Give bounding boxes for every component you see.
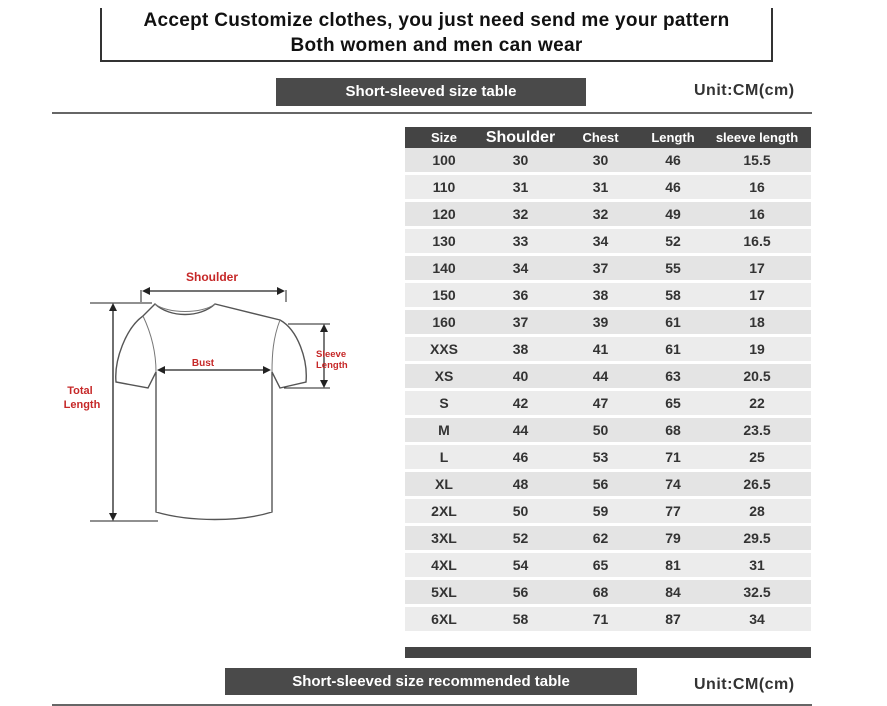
cell-chest: 44 [558, 364, 643, 391]
cell-chest: 47 [558, 391, 643, 418]
header-size: Size [405, 127, 483, 148]
banner-line-2: Both women and men can wear [290, 35, 583, 56]
header-sleeve-length: sleeve length [703, 127, 811, 148]
recommended-table-unit: Unit:CM(cm) [694, 676, 795, 693]
cell-size: 3XL [405, 526, 483, 553]
cell-size: 100 [405, 148, 483, 175]
cell-chest: 56 [558, 472, 643, 499]
header-shoulder: Shoulder [483, 127, 558, 148]
recommended-table-title: Short-sleeved size recommended table [225, 668, 637, 695]
cell-length: 81 [643, 553, 703, 580]
cell-size: 120 [405, 202, 483, 229]
table-row [405, 418, 811, 445]
size-table-unit: Unit:CM(cm) [694, 82, 795, 99]
cell-length: 55 [643, 256, 703, 283]
table-row [405, 607, 811, 634]
cell-size: 2XL [405, 499, 483, 526]
cell-length: 46 [643, 175, 703, 202]
cell-shoulder: 33 [483, 229, 558, 256]
cell-size: 130 [405, 229, 483, 256]
cell-length: 63 [643, 364, 703, 391]
cell-chest: 38 [558, 283, 643, 310]
cell-shoulder: 34 [483, 256, 558, 283]
cell-chest: 34 [558, 229, 643, 256]
table-row [405, 445, 811, 472]
total-length-label-1: Total [67, 385, 93, 397]
cell-shoulder: 40 [483, 364, 558, 391]
cell-size: L [405, 445, 483, 472]
cell-chest: 68 [558, 580, 643, 607]
cell-sleeve-length: 17 [703, 256, 811, 283]
table-row [405, 202, 811, 229]
cell-sleeve-length: 15.5 [703, 148, 811, 175]
cell-size: 6XL [405, 607, 483, 634]
cell-length: 74 [643, 472, 703, 499]
cell-sleeve-length: 31 [703, 553, 811, 580]
cell-chest: 59 [558, 499, 643, 526]
tshirt-measurement-diagram [40, 260, 370, 540]
cell-sleeve-length: 28 [703, 499, 811, 526]
cell-chest: 50 [558, 418, 643, 445]
cell-length: 52 [643, 229, 703, 256]
cell-shoulder: 48 [483, 472, 558, 499]
cell-size: M [405, 418, 483, 445]
cell-size: 140 [405, 256, 483, 283]
cell-sleeve-length: 19 [703, 337, 811, 364]
size-table-title: Short-sleeved size table [276, 78, 586, 106]
cell-chest: 32 [558, 202, 643, 229]
cell-length: 71 [643, 445, 703, 472]
cell-length: 46 [643, 148, 703, 175]
cell-sleeve-length: 32.5 [703, 580, 811, 607]
sleeve-length-label-1: Sleeve [316, 349, 347, 360]
cell-sleeve-length: 25 [703, 445, 811, 472]
cell-size: XS [405, 364, 483, 391]
shoulder-label: Shoulder [185, 270, 239, 284]
cell-chest: 53 [558, 445, 643, 472]
cell-length: 61 [643, 337, 703, 364]
cell-sleeve-length: 26.5 [703, 472, 811, 499]
header-chest: Chest [558, 127, 643, 148]
cell-chest: 62 [558, 526, 643, 553]
cell-chest: 30 [558, 148, 643, 175]
cell-chest: 71 [558, 607, 643, 634]
cell-shoulder: 58 [483, 607, 558, 634]
tshirt-outline [116, 304, 306, 520]
cell-sleeve-length: 23.5 [703, 418, 811, 445]
cell-chest: 31 [558, 175, 643, 202]
table-row [405, 310, 811, 337]
cell-sleeve-length: 29.5 [703, 526, 811, 553]
bust-label: Bust [191, 358, 215, 369]
banner-line-1: Accept Customize clothes, you just need send me your pattern [143, 10, 730, 31]
cell-shoulder: 30 [483, 148, 558, 175]
cell-sleeve-length: 22 [703, 391, 811, 418]
table-row [405, 337, 811, 364]
cell-shoulder: 50 [483, 499, 558, 526]
cell-length: 68 [643, 418, 703, 445]
cell-sleeve-length: 16 [703, 202, 811, 229]
cell-length: 61 [643, 310, 703, 337]
cell-size: 160 [405, 310, 483, 337]
cell-length: 77 [643, 499, 703, 526]
title-banner [100, 8, 773, 62]
table-row [405, 391, 811, 418]
table-row [405, 256, 811, 283]
table-row [405, 553, 811, 580]
divider-top [52, 112, 812, 114]
cell-shoulder: 54 [483, 553, 558, 580]
cell-size: XXS [405, 337, 483, 364]
cell-shoulder: 38 [483, 337, 558, 364]
size-table-header [405, 127, 811, 148]
table-row [405, 580, 811, 607]
cell-sleeve-length: 16 [703, 175, 811, 202]
cell-size: 4XL [405, 553, 483, 580]
cell-shoulder: 37 [483, 310, 558, 337]
table-row [405, 364, 811, 391]
table-row [405, 148, 811, 175]
table-row [405, 526, 811, 553]
cell-length: 49 [643, 202, 703, 229]
cell-shoulder: 42 [483, 391, 558, 418]
table-row [405, 229, 811, 256]
cell-shoulder: 56 [483, 580, 558, 607]
cell-shoulder: 44 [483, 418, 558, 445]
cell-length: 87 [643, 607, 703, 634]
size-table [405, 127, 811, 634]
cell-size: XL [405, 472, 483, 499]
cell-sleeve-length: 16.5 [703, 229, 811, 256]
cell-length: 84 [643, 580, 703, 607]
cell-chest: 65 [558, 553, 643, 580]
cell-shoulder: 31 [483, 175, 558, 202]
header-length: Length [643, 127, 703, 148]
cell-shoulder: 36 [483, 283, 558, 310]
table-row [405, 499, 811, 526]
cell-length: 58 [643, 283, 703, 310]
cell-shoulder: 46 [483, 445, 558, 472]
total-length-label-2: Length [63, 399, 101, 411]
cell-chest: 39 [558, 310, 643, 337]
table-row [405, 472, 811, 499]
cell-size: S [405, 391, 483, 418]
cell-sleeve-length: 17 [703, 283, 811, 310]
cell-sleeve-length: 18 [703, 310, 811, 337]
cell-length: 79 [643, 526, 703, 553]
cell-size: 5XL [405, 580, 483, 607]
cell-sleeve-length: 20.5 [703, 364, 811, 391]
cell-chest: 41 [558, 337, 643, 364]
cell-sleeve-length: 34 [703, 607, 811, 634]
cell-length: 65 [643, 391, 703, 418]
table-row [405, 175, 811, 202]
cell-shoulder: 52 [483, 526, 558, 553]
table-row [405, 283, 811, 310]
sleeve-length-label-2: Length [316, 360, 348, 371]
cell-shoulder: 32 [483, 202, 558, 229]
cell-size: 150 [405, 283, 483, 310]
cell-size: 110 [405, 175, 483, 202]
table-footer-bar [405, 647, 811, 658]
cell-chest: 37 [558, 256, 643, 283]
